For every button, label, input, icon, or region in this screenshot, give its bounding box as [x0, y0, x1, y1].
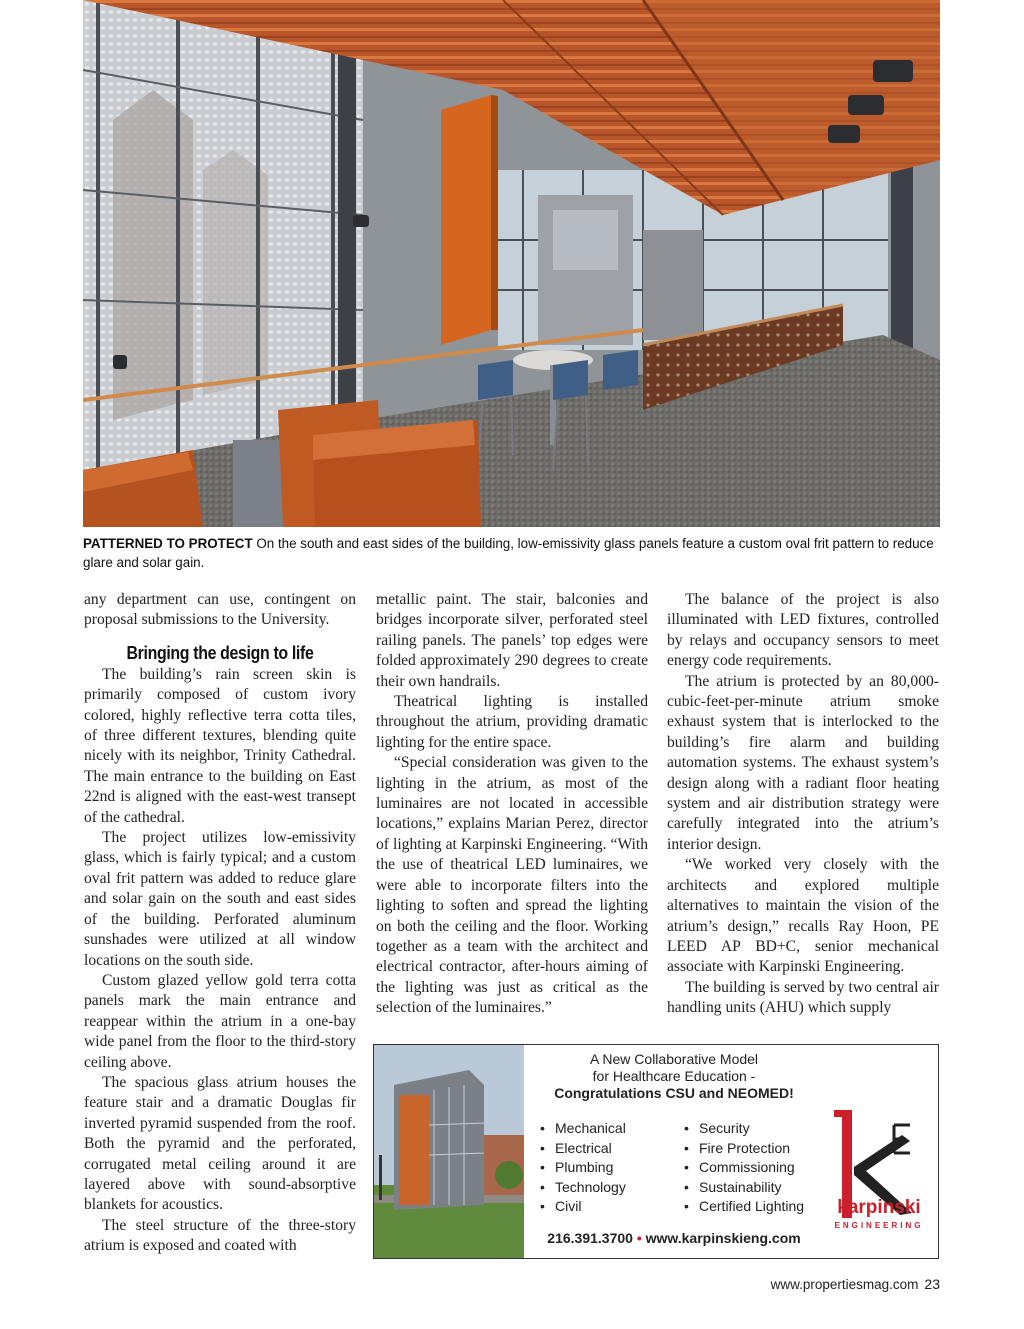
paragraph: The spacious glass atrium houses the feature stair and a dramatic Douglas fir inverted pyramid suspended from the roof. Both the pyramid and the perforated, corrugated metal ceiling around it are layered above with sound-absorptive blankets for acoustics.	[84, 1073, 356, 1214]
paragraph: Custom glazed yellow gold terra cotta panels mark the main entrance and reappear within the atrium in a one-bay wide panel from the floor to the third-story ceiling above.	[84, 971, 356, 1071]
paragraph: The atrium is protected by an 80,000-cubic-feet-per-minute atrium smoke exhaust system that is interlocked to the building’s fire alarm and building automation systems. The exhaust system’s design along with a radiant floor heating system and air distribution strategy were carefully integrated into the atrium’s interior design.	[667, 672, 939, 853]
ad-phone: 216.391.3700	[547, 1230, 633, 1246]
ad-contact	[534, 1230, 814, 1246]
list-item: • Certified Lighting	[684, 1197, 804, 1217]
ad-headline	[534, 1051, 814, 1102]
article-column-3	[667, 590, 939, 1019]
atrium-photo	[83, 0, 940, 527]
ad-line-1: A New Collaborative Model	[589, 1051, 759, 1067]
paragraph: The building is served by two central air handling units (AHU) which supply	[667, 978, 939, 1017]
karpinski-advertisement	[373, 1044, 939, 1259]
paragraph: The steel structure of the three-story atrium is exposed and coated with	[84, 1216, 356, 1255]
paragraph: metallic paint. The stair, balconies and bridges incorporate silver, perforated steel railing panels. The panels’ top edges were folded approximately 290 degrees to create their own handrails.	[376, 591, 648, 690]
list-item: • Sustainability	[684, 1178, 804, 1198]
list-item: • Fire Protection	[684, 1139, 804, 1159]
photo-caption	[83, 534, 953, 572]
services-list-left	[540, 1119, 626, 1217]
list-item: • Security	[684, 1119, 804, 1139]
list-item: • Civil	[540, 1197, 626, 1217]
list-item: • Commissioning	[684, 1158, 804, 1178]
ad-website[interactable]: www.karpinskieng.com	[645, 1230, 801, 1246]
services-list-right	[684, 1119, 804, 1217]
page-footer	[700, 1276, 940, 1292]
paragraph: Theatrical lighting is installed throughout the atrium, providing dramatic lighting for the entire space.	[376, 693, 648, 751]
list-item: • Technology	[540, 1178, 626, 1198]
caption-lead: PATTERNED TO PROTECT	[83, 536, 253, 551]
section-heading: Bringing the design to life	[126, 641, 314, 663]
caption-text: On the south and east sides of the building, low-emissivity glass panels feature a custom oval frit pattern to reduce glare and solar gain.	[83, 536, 934, 570]
paragraph: “We worked very closely with the architects and explored multiple alternatives to maintain the vision of the atrium’s design,” recalls Ray Hoon, PE LEED AP BD+C, senior mechanical associate with Karpinski Engineering.	[667, 856, 939, 976]
building-photo	[374, 1045, 524, 1258]
paragraph: The project utilizes low-emissivity glass, which is fairly typical; and a custom oval frit pattern was added to reduce glare and solar gain on the south and east sides of the building. Perforated aluminum sunshades were utilized at all window locations on the south side.	[84, 829, 356, 969]
paragraph: The building’s rain screen skin is primarily composed of custom ivory colored, highly reflective terra cotta tiles, of three different textures, blending quite nicely with its neighbor, Trinity Cathedral. The main entrance to the building on East 22nd is aligned with the east-west transept of the cathedral.	[84, 665, 356, 826]
page-number: 23	[924, 1276, 940, 1292]
paragraph: any department can use, contingent on proposal submissions to the University.	[84, 591, 356, 629]
logo-wordmark: karpinski	[837, 1197, 921, 1218]
list-item: • Plumbing	[540, 1158, 626, 1178]
ad-line-3: Congratulations CSU and NEOMED!	[554, 1085, 794, 1101]
separator-dot: •	[636, 1230, 642, 1246]
list-item: • Electrical	[540, 1139, 626, 1159]
article-column-1	[84, 590, 356, 1257]
logo-subtitle: ENGINEERING	[834, 1221, 924, 1230]
list-item: • Mechanical	[540, 1119, 626, 1139]
ad-line-2: for Healthcare Education -	[592, 1068, 756, 1084]
footer-site: www.propertiesmag.com	[770, 1277, 919, 1292]
article-column-2	[376, 590, 648, 1019]
paragraph: The balance of the project is also illuminated with LED fixtures, controlled by relays and occupancy sensors to meet energy code requirements.	[667, 591, 939, 670]
paragraph: “Special consideration was given to the lighting in the atrium, as most of the luminaires are not located in accessible locations,” explains Marian Perez, director of lighting at Karpinski Engineering. “With the use of theatrical LED luminaires, we were able to incorporate filters into the lighting to soften and spread the lighting on both the ceiling and the floor. Working together as a team with the architect and electrical contractor, after-hours aiming of the lighting was just as critical as the selection of the luminaires.”	[376, 754, 648, 1017]
